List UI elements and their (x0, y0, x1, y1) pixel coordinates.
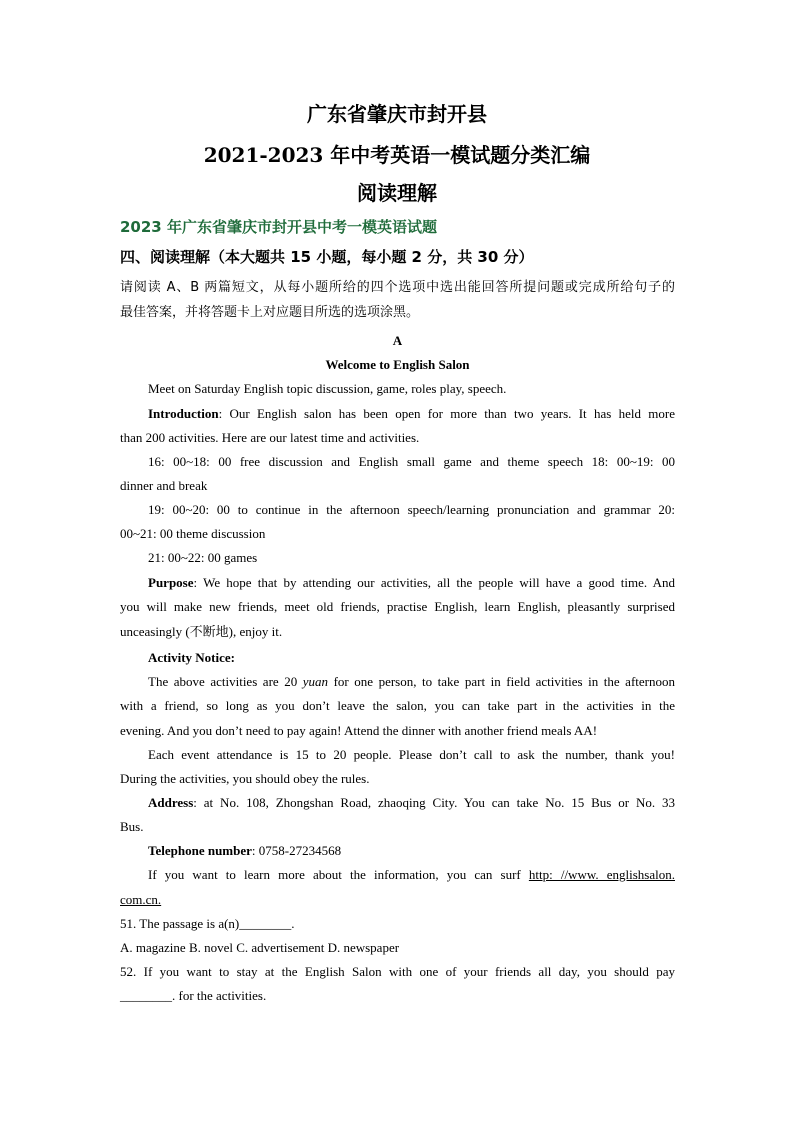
passage-text: than 200 activities. Here are our latest time and activities. (120, 430, 420, 445)
instruction-line-2: 最佳答案，并将答题卡上对应题目所选的选项涂黑。 (120, 305, 420, 320)
passage-line (120, 624, 675, 640)
passage-line (120, 819, 675, 835)
question-51: 51. The passage is a(n)________. (120, 916, 295, 931)
passage-text: dinner and break (120, 478, 208, 493)
label-purpose: Purpose (148, 575, 194, 590)
doc-title-topic: 阅读理解 (357, 181, 437, 205)
passage-letter: A (392, 333, 403, 348)
doc-title-region: 广东省肇庆市封开县 (307, 102, 487, 126)
passage-line (148, 674, 675, 690)
passage-text: : Our English salon has been open for more than two years. It has held more (218, 406, 675, 421)
passage-line (148, 550, 675, 566)
passage-line (120, 526, 675, 542)
label-telephone: Telephone number (148, 843, 252, 858)
passage-line (120, 723, 675, 739)
passage-text: Each event attendance is 15 to 20 people. Please don’t call to ask the number, thank you! (148, 747, 675, 762)
passage-text: The above activities are 20 yuan for one person, to take part in field activities in the afternoon (148, 674, 675, 689)
passage-text: with a friend, so long as you don’t leave the salon, you can take part in the activities in the (120, 698, 675, 713)
doc-title-series: 2021-2023 年中考英语一模试题分类汇编 (203, 143, 591, 167)
passage-line (120, 430, 675, 446)
passage-text: During the activities, you should obey the rules. (120, 771, 370, 786)
section-heading: 四、阅读理解（本大题共 15 小题，每小题 2 分，共 30 分） (120, 248, 534, 266)
passage-line (148, 406, 675, 422)
passage-line (148, 843, 675, 859)
passage-heading: Welcome to English Salon (325, 357, 470, 372)
label-activity-notice: Activity Notice: (148, 650, 235, 665)
passage-text: 21: 00~22: 00 games (148, 550, 258, 565)
passage-text: unceasingly (不断地), enjoy it. (120, 624, 283, 639)
passage-line (148, 575, 675, 591)
passage-line (120, 599, 675, 615)
passage-line (120, 771, 675, 787)
label-introduction: Introduction (148, 406, 219, 421)
passage-text: you will make new friends, meet old friends, practise English, learn English, pleasantly surprised (120, 599, 675, 614)
passage-line (120, 892, 675, 908)
question-52-continued: ________. for the activities. (120, 988, 267, 1003)
instruction-line-1: 请阅读 A、B 两篇短文，从每小题所给的四个选项中选出能回答所提问题或完成所给句子的 (120, 280, 675, 295)
passage-line (148, 867, 675, 883)
passage-line (148, 454, 675, 470)
passage-text: If you want to learn more about the information, you can surf (148, 867, 521, 882)
website-link[interactable]: http: //www. englishsalon. (528, 867, 675, 882)
passage-line (148, 747, 675, 763)
passage-line (148, 381, 675, 397)
passage-line (120, 698, 675, 714)
passage-text: evening. And you don’t need to pay again! Attend the dinner with another friend meals AA! (120, 723, 598, 738)
question-51-options: A. magazine B. novel C. advertisement D. newspaper (120, 940, 400, 955)
passage-line (120, 478, 675, 494)
passage-text: : at No. 108, Zhongshan Road, zhaoqing City. You can take No. 15 Bus or No. 33 (193, 795, 675, 810)
passage-text: Bus. (120, 819, 144, 834)
website-link[interactable]: com.cn. (120, 892, 162, 907)
passage-line (148, 650, 675, 666)
exam-title: 2023 年广东省肇庆市封开县中考一模英语试题 (120, 218, 437, 236)
passage-text: 19: 00~20: 00 to continue in the afternoon speech/learning pronunciation and grammar 20: (148, 502, 675, 517)
passage-line (148, 795, 675, 811)
question-52: 52. If you want to stay at the English Salon with one of your friends all day, you should pay (120, 964, 675, 979)
passage-text: Meet on Saturday English topic discussion, game, roles play, speech. (148, 381, 507, 396)
label-address: Address (148, 795, 194, 810)
passage-text: : 0758-27234568 (251, 843, 342, 858)
passage-text: 00~21: 00 theme discussion (120, 526, 266, 541)
passage-text: : We hope that by attending our activities, all the people will have a good time. And (193, 575, 675, 590)
passage-line (148, 502, 675, 518)
passage-text: 16: 00~18: 00 free discussion and English small game and theme speech 18: 00~19: 00 (148, 454, 675, 469)
